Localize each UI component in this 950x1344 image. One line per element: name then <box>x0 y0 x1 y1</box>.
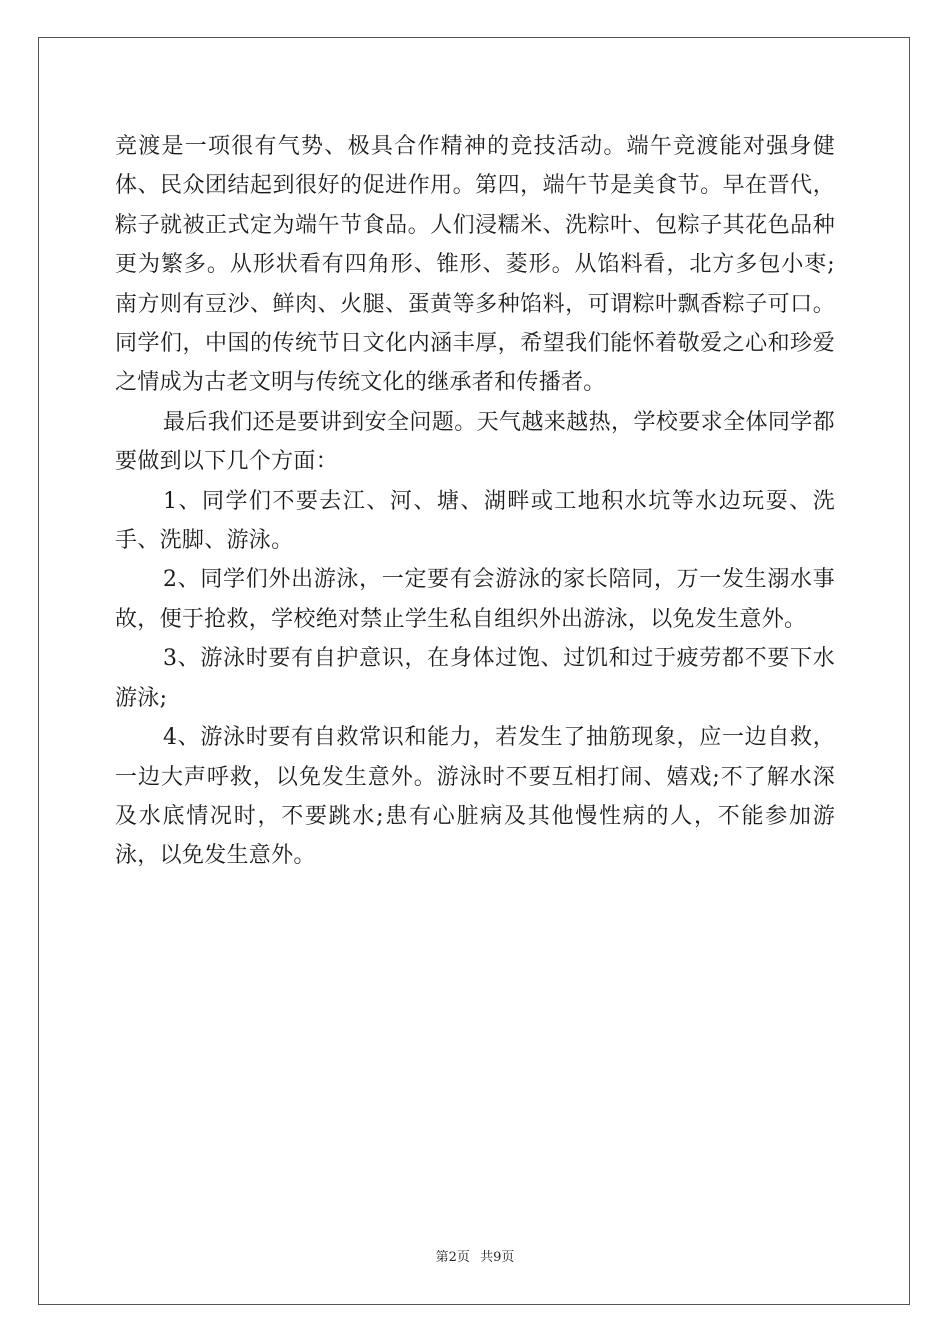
paragraph-safety-item-3: 3、游泳时要有自护意识，在身体过饱、过饥和过于疲劳都不要下水游泳; <box>115 646 835 711</box>
paragraph-safety-intro: 最后我们还是要讲到安全问题。天气越来越热，学校要求全体同学都要做到以下几个方面： <box>115 409 835 475</box>
page-footer <box>0 1246 950 1265</box>
paragraph-safety-item-2: 2、同学们外出游泳，一定要有会游泳的家长陪同，万一发生溺水事故，便于抢救，学校绝对禁止学生私自组织外出游泳，以免发生意外。 <box>115 567 835 632</box>
total-pages: 共9页 <box>480 1250 515 1265</box>
document-body <box>115 127 835 876</box>
paragraph-dragon-boat-food: 竞渡是一项很有气势、极具合作精神的竞技活动。端午竞渡能对强身健体、民众团结起到很好的促进作用。第四，端午节是美食节。早在晋代，粽子就被正式定为端午节食品。人们浸糯米、洗粽叶、包粽子其花色品种更为繁多。从形状看有四角形、锥形、菱形。从馅料看，北方多包小枣;南方则有豆沙、鲜肉、火腿、蛋黄等多种馅料，可谓粽叶飘香粽子可口。同学们，中国的传统节日文化内涵丰厚，希望我们能怀着敬爱之心和珍爱之情成为古老文明与传统文化的继承者和传播者。 <box>115 134 835 396</box>
paragraph-safety-item-1: 1、同学们不要去江、河、塘、湖畔或工地积水坑等水边玩耍、洗手、洗脚、游泳。 <box>115 488 835 554</box>
paragraph-safety-item-4: 4、游泳时要有自救常识和能力，若发生了抽筋现象，应一边自救，一边大声呼救，以免发生意外。游泳时不要互相打闹、嬉戏;不了解水深及水底情况时，不要跳水;患有心脏病及其他慢性病的人，不能参加游泳，以免发生意外。 <box>115 725 835 869</box>
current-page-number: 第2页 <box>435 1250 470 1265</box>
